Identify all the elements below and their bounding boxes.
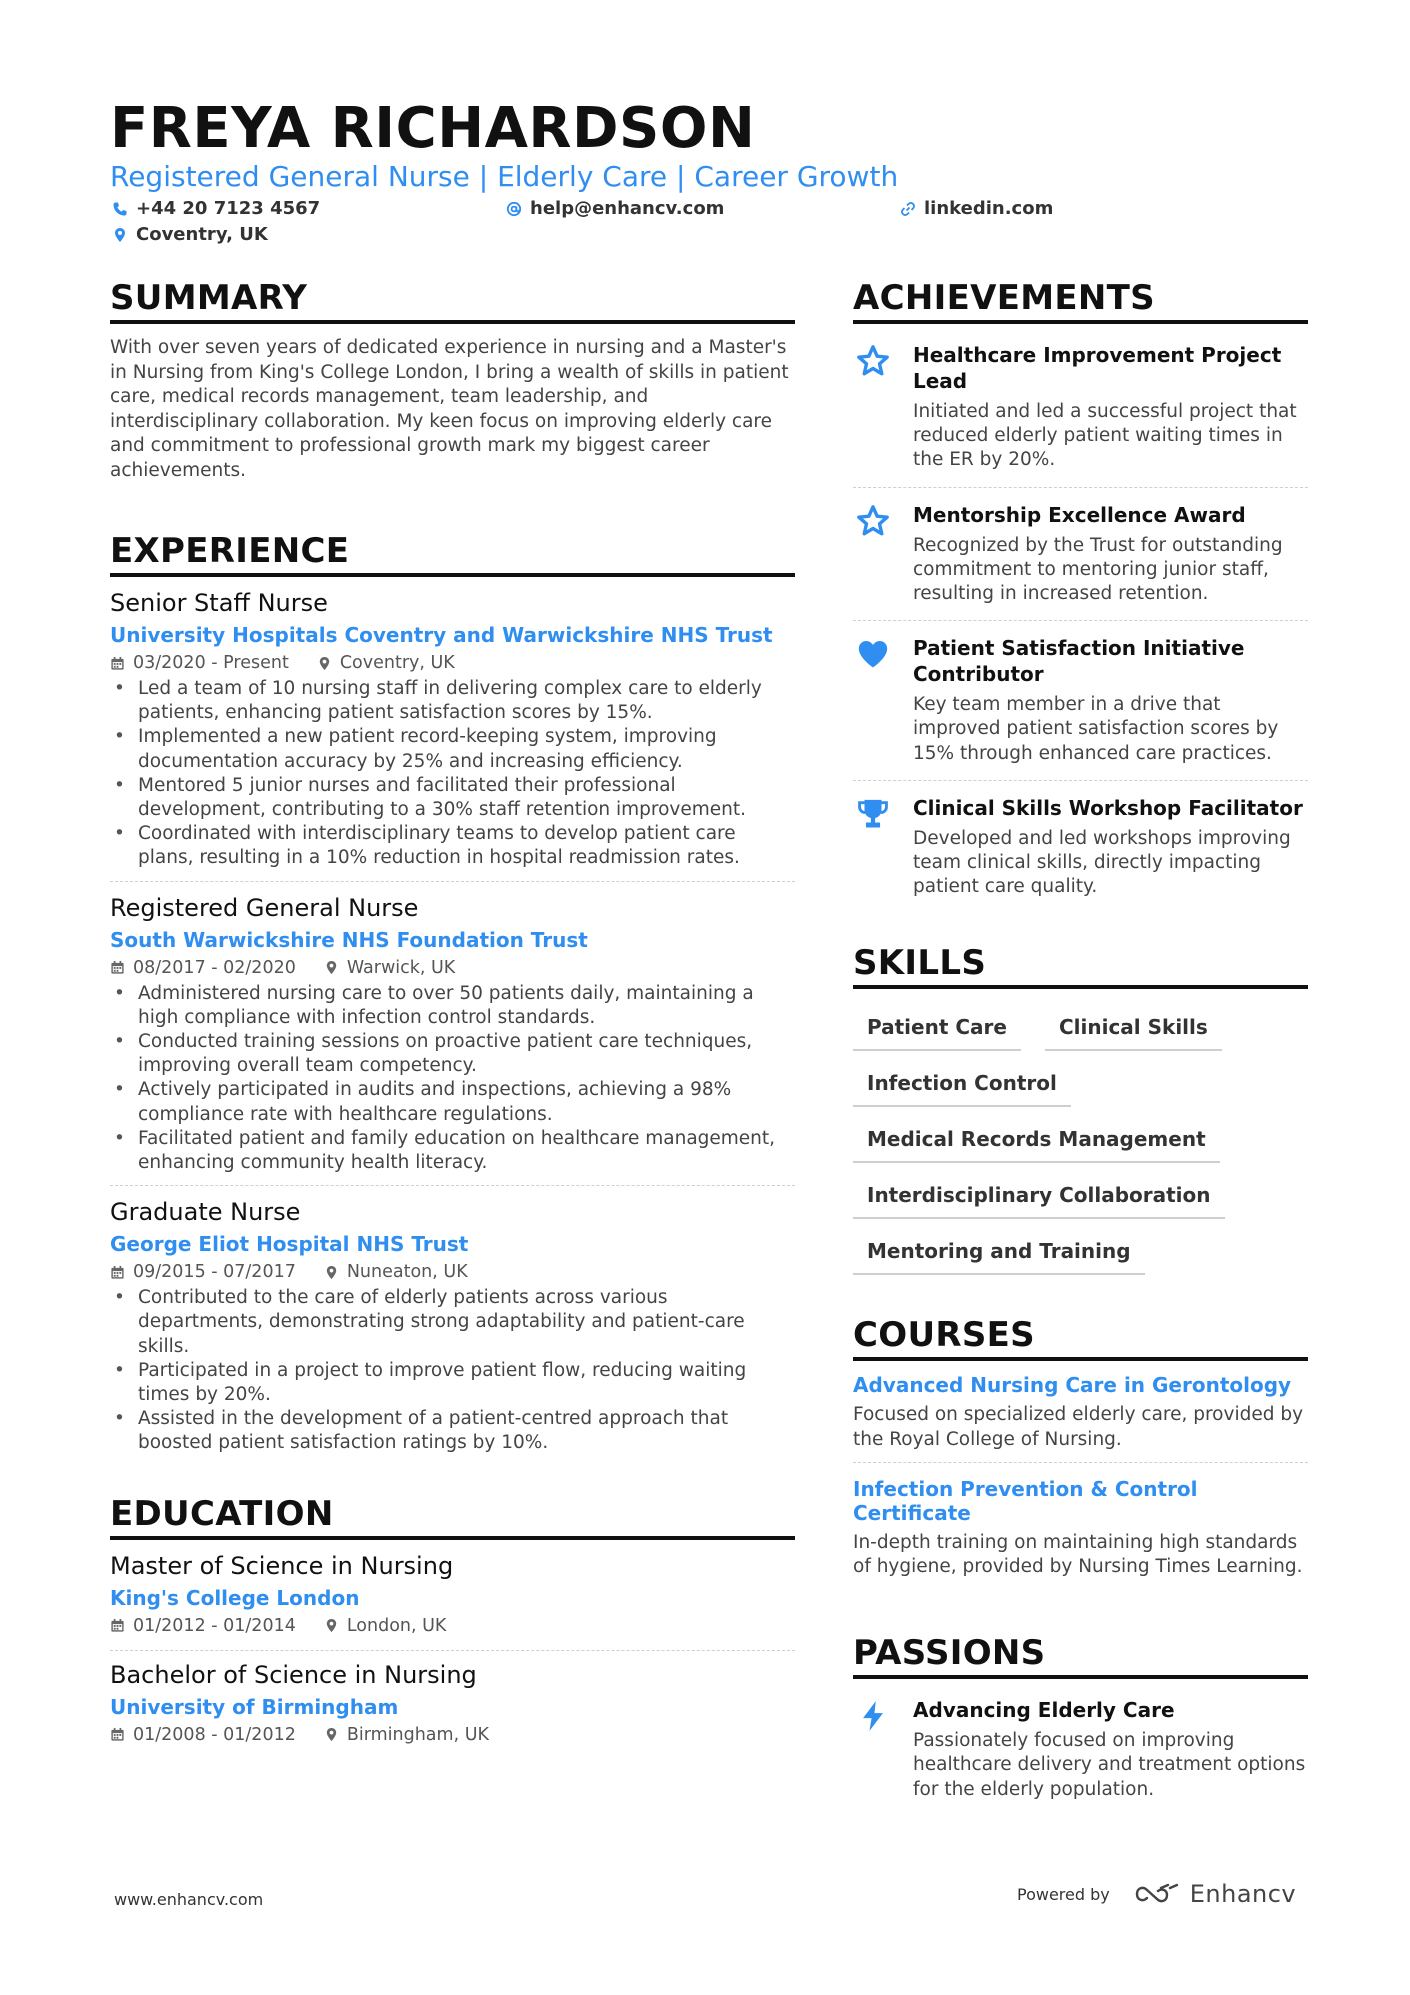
job-location xyxy=(324,1262,468,1282)
job-bullet: • Led a team of 10 nursing staff in delivering complex care to elderly patients, enhancing patient satisfaction scores by 15%. xyxy=(110,677,795,725)
job-bullet: • Mentored 5 junior nurses and facilitated their professional development, contributing to a 30% staff retention improvement. xyxy=(110,774,795,822)
education-location xyxy=(324,1616,447,1636)
job-bullet: • Assisted in the development of a patient-centred approach that boosted patient satisfaction ratings by 10%. xyxy=(110,1407,795,1455)
skills-section xyxy=(853,943,1308,1275)
location-pin-icon xyxy=(324,960,339,975)
job-entry xyxy=(110,1185,795,1465)
job-location xyxy=(317,653,455,673)
job-dates-text: 09/2015 - 07/2017 xyxy=(133,1262,296,1283)
skill-tag: Clinical Skills xyxy=(1045,1009,1222,1051)
location-text: Coventry, UK xyxy=(136,224,268,245)
powered-by-label: Powered by xyxy=(1017,1884,1110,1904)
passion-title: Advancing Elderly Care xyxy=(913,1698,1175,1723)
achievement-item xyxy=(853,780,1308,914)
job-location-text: Nuneaton, UK xyxy=(346,1262,468,1283)
link-icon xyxy=(900,201,916,217)
location-pin-icon xyxy=(324,1618,339,1633)
achievements-section xyxy=(853,278,1308,913)
education-dates-text: 01/2008 - 01/2012 xyxy=(133,1724,296,1745)
course-title: Advanced Nursing Care in Gerontology xyxy=(853,1373,1292,1398)
location-pin-icon xyxy=(324,1727,339,1742)
summary-text: With over seven years of dedicated experience in nursing and a Master's in Nursing from King's College London, I bring a wealth of skills in patient care, medical records management, team leadership, and interdisciplinary collaboration. My keen focus on improving elderly care and commitment to professional growth mark my biggest career achievements. xyxy=(110,337,789,481)
achievement-title: Mentorship Excellence Award xyxy=(913,502,1246,527)
degree-title: Master of Science in Nursing xyxy=(110,1551,454,1580)
job-location-text: Warwick, UK xyxy=(346,957,456,978)
education-entry xyxy=(110,1650,795,1759)
job-meta xyxy=(110,1262,795,1282)
email-text: help@enhancv.com xyxy=(530,198,725,219)
passion-item xyxy=(853,1691,1308,1816)
job-bullet: • Facilitated patient and family education on healthcare management, enhancing community health literacy. xyxy=(110,1127,795,1175)
location-pin-icon xyxy=(324,1265,339,1280)
job-bullet: • Coordinated with interdisciplinary teams to develop patient care plans, resulting in a 10% reduction in hospital readmission rates. xyxy=(110,822,795,870)
candidate-headline: Registered General Nurse | Elderly Care | Career Growth xyxy=(110,160,899,193)
linkedin-text: linkedin.com xyxy=(924,198,1054,219)
footer-branding xyxy=(1017,1880,1296,1908)
job-bullet: • Contributed to the care of elderly patients across various departments, demonstrating strong adaptability and patient-care skills. xyxy=(110,1286,795,1359)
education-dates-text: 01/2012 - 01/2014 xyxy=(133,1615,296,1636)
education-meta xyxy=(110,1616,795,1636)
location-pin-icon xyxy=(112,227,128,243)
section-title-passions: PASSIONS xyxy=(853,1633,1308,1679)
course-item xyxy=(853,1462,1308,1589)
job-dates-text: 08/2017 - 02/2020 xyxy=(133,957,296,978)
heart-icon xyxy=(853,635,893,766)
achievement-item xyxy=(853,620,1308,780)
courses-section xyxy=(853,1315,1308,1589)
phone-text: +44 20 7123 4567 xyxy=(136,198,321,219)
job-entry xyxy=(110,881,795,1186)
passions-section xyxy=(853,1633,1308,1816)
achievement-title: Clinical Skills Workshop Facilitator xyxy=(913,795,1303,820)
location-pin-icon xyxy=(317,656,332,671)
star-icon xyxy=(853,342,893,473)
summary-section xyxy=(110,278,795,483)
job-organization: South Warwickshire NHS Foundation Trust xyxy=(110,927,588,952)
enhancv-logo-icon xyxy=(1134,1882,1180,1906)
job-bullets xyxy=(110,982,795,1176)
skill-tag: Infection Control xyxy=(853,1065,1071,1107)
job-dates-text: 03/2020 - Present xyxy=(133,653,289,673)
brand-name: Enhancv xyxy=(1189,1880,1297,1908)
achievement-description: Developed and led workshops improving team clinical skills, directly impacting patient care quality. xyxy=(913,827,1291,898)
school-name: University of Birmingham xyxy=(110,1694,399,1719)
job-title: Graduate Nurse xyxy=(110,1198,301,1227)
degree-title: Bachelor of Science in Nursing xyxy=(110,1660,477,1689)
education-meta xyxy=(110,1725,795,1745)
section-title-courses: COURSES xyxy=(853,1315,1308,1361)
achievement-description: Key team member in a drive that improved patient satisfaction scores by 15% through enhanced care practices. xyxy=(913,694,1279,764)
calendar-icon xyxy=(110,960,125,975)
experience-section xyxy=(110,531,795,1466)
calendar-icon xyxy=(110,1727,125,1742)
right-column xyxy=(853,278,1308,1816)
course-description: In-depth training on maintaining high standards of hygiene, provided by Nursing Times Learning. xyxy=(853,1531,1303,1578)
phone-icon xyxy=(112,201,128,217)
job-location xyxy=(324,958,455,978)
contact-linkedin[interactable] xyxy=(900,198,1053,219)
job-bullet: • Participated in a project to improve patient flow, reducing waiting times by 20%. xyxy=(110,1359,795,1407)
candidate-name: FREYA RICHARDSON xyxy=(110,96,756,161)
at-icon xyxy=(506,201,522,217)
job-title: Senior Staff Nurse xyxy=(110,589,328,617)
job-organization: George Eliot Hospital NHS Trust xyxy=(110,1232,469,1257)
footer-website[interactable]: www.enhancv.com xyxy=(114,1890,264,1909)
course-description: Focused on specialized elderly care, provided by the Royal College of Nursing. xyxy=(853,1404,1304,1450)
job-dates xyxy=(110,653,289,673)
contact-location xyxy=(112,224,268,245)
trophy-icon xyxy=(853,795,893,900)
calendar-icon xyxy=(110,1265,125,1280)
passion-description: Passionately focused on improving healthcare delivery and treatment options for the elderly population. xyxy=(913,1730,1306,1800)
education-section xyxy=(110,1494,795,1759)
job-bullet: • Administered nursing care to over 50 patients daily, maintaining a high compliance with infection control standards. xyxy=(110,982,795,1030)
achievement-title: Healthcare Improvement Project Lead xyxy=(913,343,1282,393)
skills-list xyxy=(853,1001,1308,1275)
job-bullet: • Implemented a new patient record-keeping system, improving documentation accuracy by 25% and increasing efficiency. xyxy=(110,725,795,773)
education-dates xyxy=(110,1616,296,1636)
bolt-icon xyxy=(853,1697,893,1802)
achievement-item xyxy=(853,487,1308,621)
achievement-description: Recognized by the Trust for outstanding commitment to mentoring junior staff, resulting in increased retention. xyxy=(913,534,1283,605)
job-organization: University Hospitals Coventry and Warwickshire NHS Trust xyxy=(110,623,773,647)
job-bullets xyxy=(110,1286,795,1455)
skill-tag: Mentoring and Training xyxy=(853,1233,1145,1275)
achievement-item xyxy=(853,336,1308,487)
skill-tag: Interdisciplinary Collaboration xyxy=(853,1177,1225,1219)
achievement-description: Initiated and led a successful project that reduced elderly patient waiting times in the ER by 20%. xyxy=(913,401,1297,471)
section-title-summary: SUMMARY xyxy=(110,278,795,324)
job-title: Registered General Nurse xyxy=(110,893,419,922)
job-bullet: • Conducted training sessions on proactive patient care techniques, improving overall team competency. xyxy=(110,1030,795,1078)
section-title-experience: EXPERIENCE xyxy=(110,531,795,577)
job-location-text: Coventry, UK xyxy=(339,653,455,673)
course-item xyxy=(853,1373,1308,1461)
education-entry xyxy=(110,1552,795,1650)
job-meta xyxy=(110,653,795,673)
job-bullets xyxy=(110,677,795,871)
job-meta xyxy=(110,958,795,978)
section-title-skills: SKILLS xyxy=(853,943,1308,989)
education-location xyxy=(324,1725,489,1745)
education-dates xyxy=(110,1725,296,1745)
star-icon xyxy=(853,502,893,607)
job-dates xyxy=(110,1262,296,1282)
section-title-achievements: ACHIEVEMENTS xyxy=(853,278,1308,324)
education-location-text: London, UK xyxy=(346,1615,447,1636)
skill-tag: Medical Records Management xyxy=(853,1121,1220,1163)
brand-logo[interactable] xyxy=(1134,1880,1296,1908)
job-dates xyxy=(110,958,296,978)
contact-phone[interactable] xyxy=(112,198,320,219)
skill-tag: Patient Care xyxy=(853,1009,1021,1051)
achievement-title: Patient Satisfaction Initiative Contributor xyxy=(913,636,1245,687)
calendar-icon xyxy=(110,1618,125,1633)
calendar-icon xyxy=(110,656,125,671)
school-name: King's College London xyxy=(110,1585,360,1610)
course-title: Infection Prevention & Control Certificate xyxy=(853,1476,1198,1525)
contact-email[interactable] xyxy=(506,198,724,219)
job-bullet: • Actively participated in audits and inspections, achieving a 98% compliance rate with healthcare regulations. xyxy=(110,1078,795,1126)
education-location-text: Birmingham, UK xyxy=(346,1724,489,1745)
section-title-education: EDUCATION xyxy=(110,1494,795,1540)
left-column xyxy=(110,278,795,1759)
job-entry xyxy=(110,589,795,881)
